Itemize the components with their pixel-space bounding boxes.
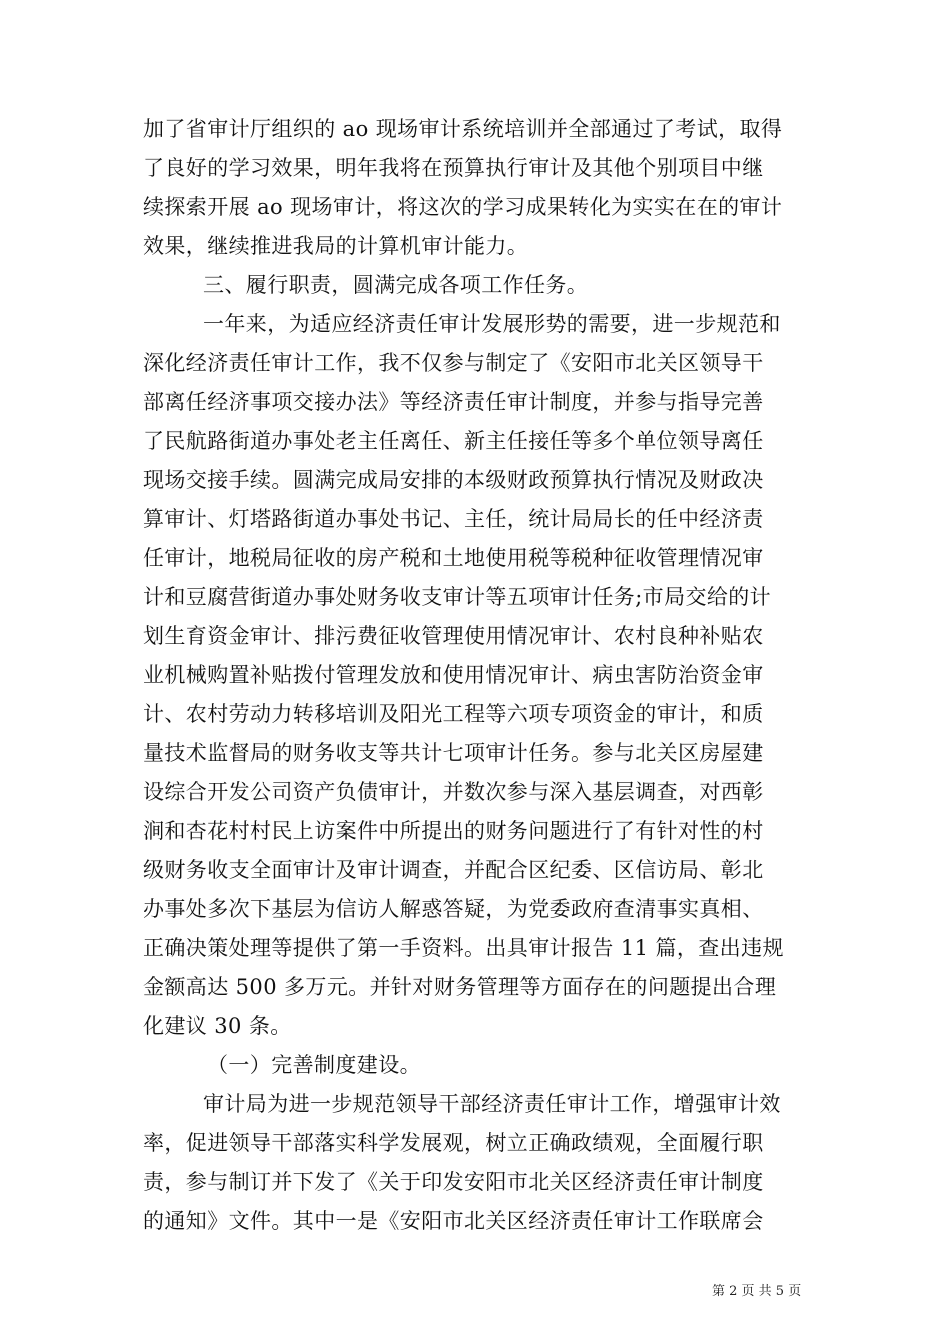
text-line: 涧和杏花村村民上访案件中所提出的财务问题进行了有针对性的村 [143,819,764,843]
text-line: 设综合开发公司资产负债审计，并数次参与深入基层调查，对西彰 [143,780,764,804]
text-line: 量技术监督局的财务收支等共计七项审计任务。参与北关区房屋建 [143,741,764,765]
text-line: 金额高达 500 多万元。并针对财务管理等方面存在的问题提出合理 [143,975,777,999]
text-line: 的通知》文件。其中一是《安阳市北关区经济责任审计工作联席会 [143,1209,764,1233]
text-line: 计、农村劳动力转移培训及阳光工程等六项专项资金的审计，和质 [143,702,764,726]
text-line: 加了省审计厅组织的 ao 现场审计系统培训并全部通过了考试，取得 [143,117,783,141]
text-line: 续探索开展 ao 现场审计，将这次的学习成果转化为实实在在的审计 [143,195,783,219]
text-line: 现场交接手续。圆满完成局安排的本级财政预算执行情况及财政决 [143,468,764,492]
text-line: 计和豆腐营街道办事处财务收支审计等五项审计任务;市局交给的计 [143,585,772,609]
text-line: 算审计、灯塔路街道办事处书记、主任，统计局局长的任中经济责 [143,507,764,531]
text-line: 三、履行职责，圆满完成各项工作任务。 [203,273,589,297]
text-line: 业机械购置补贴拨付管理发放和使用情况审计、病虫害防治资金审 [143,663,764,687]
text-line: 率，促进领导干部落实科学发展观，树立正确政绩观，全面履行职 [143,1131,764,1155]
text-line: 了良好的学习效果，明年我将在预算执行审计及其他个别项目中继 [143,156,764,180]
text-line: 正确决策处理等提供了第一手资料。出具审计报告 11 篇，查出违规 [143,936,784,960]
text-line: 责，参与制订并下发了《关于印发安阳市北关区经济责任审计制度 [143,1170,764,1194]
text-line: 任审计，地税局征收的房产税和土地使用税等税种征收管理情况审 [143,546,764,570]
text-line: 化建议 30 条。 [143,1014,292,1038]
text-line: 深化经济责任审计工作，我不仅参与制定了《安阳市北关区领导干 [143,351,764,375]
text-line: 审计局为进一步规范领导干部经济责任审计工作，增强审计效 [203,1092,781,1116]
page-number-footer: 第 2 页 共 5 页 [712,1284,802,1299]
document-body [143,110,807,1241]
text-line: （一）完善制度建设。 [207,1053,421,1077]
text-line: 效果，继续推进我局的计算机审计能力。 [143,234,529,258]
text-line: 部离任经济事项交接办法》等经济责任审计制度，并参与指导完善 [143,390,764,414]
text-line: 划生育资金审计、排污费征收管理使用情况审计、农村良种补贴农 [143,624,764,648]
text-line: 一年来，为适应经济责任审计发展形势的需要，进一步规范和 [203,312,781,336]
text-line: 了民航路街道办事处老主任离任、新主任接任等多个单位领导离任 [143,429,764,453]
text-line: 级财务收支全面审计及审计调查，并配合区纪委、区信访局、彰北 [143,858,764,882]
text-line: 办事处多次下基层为信访人解惑答疑，为党委政府查清事实真相、 [143,897,764,921]
